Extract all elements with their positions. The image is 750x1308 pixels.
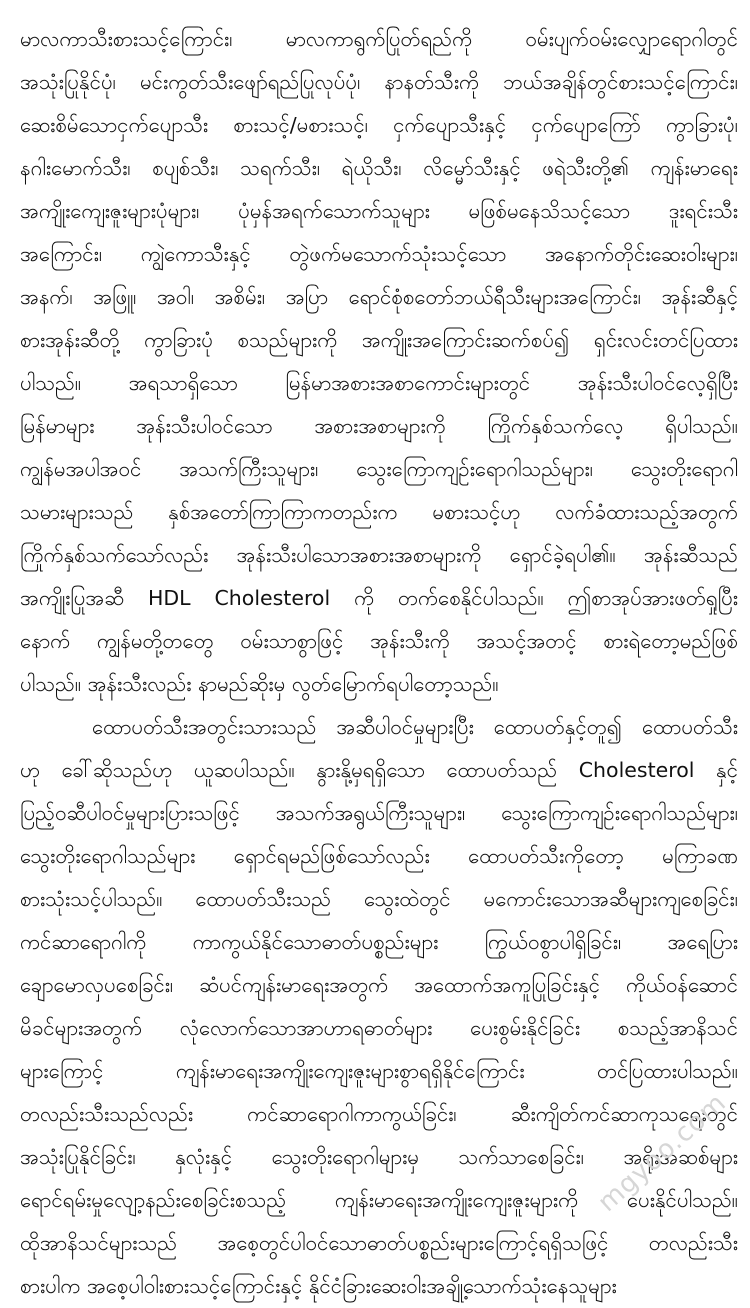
text-line: မိခင်များအတွက် လုံလောက်သောအာဟာရဓာတ်များ ပေးစွမ်းနိုင်ခြင်း စသည့်အာနိသင် xyxy=(20,1016,738,1040)
text-line: အနက်၊ အဖြူ၊ အဝါ၊ အစိမ်း၊ အပြာ ရောင်စုံစတော်ဘယ်ရီသီးများအကြောင်း၊ အုန်းဆီနှင့် xyxy=(20,285,738,309)
text-line: ပါသည်။ အရသာရှိသော မြန်မာအစားအစာကောင်းများတွင် အုန်းသီးပါဝင်လေ့ရှိပြီး xyxy=(20,371,738,395)
text-line: စားပါက အစေ့ပါဝါးစားသင့်ကြောင်းနှင့် နိုင်ငံခြားဆေးဝါးအချို့သောက်သုံးနေသူများ xyxy=(20,1274,617,1298)
text-line: မာလကာသီးစားသင့်ကြောင်း၊ မာလကာရွက်ပြုတ်ရည်ကို ဝမ်းပျက်ဝမ်းလျှောရောဂါတွင် xyxy=(20,27,738,51)
text-line: စားအုန်းဆီတို့ ကွာခြားပုံ စသည်များကို အကျိုးအကြောင်းဆက်စပ်၍ ရှင်းလင်းတင်ပြထား xyxy=(20,328,738,352)
paragraph-2 xyxy=(20,706,738,1308)
text-line: အကျိုးပြုအဆီ HDL Cholesterol ကို တက်စေနိုင်ပါသည်။ ဤစာအုပ်အားဖတ်ရှုပြီး xyxy=(20,586,738,610)
text-line: နောက် ကျွန်မတို့တတွေ ဝမ်းသာစွာဖြင့် အုန်းသီးကို အသင့်အတင့် စားရဲတော့မည်ဖြစ် xyxy=(20,629,738,653)
text-line: ရောင်ရမ်းမှုလျော့နည်းစေခြင်းစသည့် ကျန်းမာရေးအကျိုးကျေးဇူးများကို ပေးနိုင်ပါသည်။ xyxy=(20,1188,738,1212)
text-line: ဟု ခေါ်ဆိုသည်ဟု ယူဆပါသည်။ နွားနို့မှရရှိသော ထောပတ်သည် Cholesterol နှင့် xyxy=(20,758,738,782)
text-line: တလည်းသီးသည်လည်း ကင်ဆာရောဂါကာကွယ်ခြင်း၊ ဆီးကျိတ်ကင်ဆာကုသရေးတွင် xyxy=(20,1102,738,1126)
text-line: ပါသည်။ အုန်းသီးလည်း နာမည်ဆိုးမှ လွတ်မြောက်ရပါတော့သည်။ xyxy=(20,672,499,696)
text-line: ကျွန်မအပါအဝင် အသက်ကြီးသူများ၊ သွေးကြောကျဉ်းရောဂါသည်များ၊ သွေးတိုးရောဂါ xyxy=(20,457,738,481)
text-line: မြန်မာများ အုန်းသီးပါဝင်သော အစားအစာများကို ကြိုက်နှစ်သက်လေ့ ရှိပါသည်။ xyxy=(20,414,738,438)
text-line: အသုံးပြုနိုင်ခြင်း၊ နှလုံးနှင့် သွေးတိုးရောဂါများမှ သက်သာစေခြင်း၊ အရိုးအဆစ်များ xyxy=(20,1145,738,1169)
text-line: ဆေးစိမ်သောငှက်ပျောသီး စားသင့်/မစားသင့်၊ ငှက်ပျောသီးနှင့် ငှက်ပျောကြော် ကွာခြားပုံ၊ xyxy=(20,113,738,137)
text-line: အကျိုးကျေးဇူးများပုံများ၊ ပုံမှန်အရက်သောက်သူများ မဖြစ်မနေသိသင့်သော ဒူးရင်းသီး xyxy=(20,199,738,223)
text-line: ကင်ဆာရောဂါကို ကာကွယ်နိုင်သောဓာတ်ပစ္စည်းများ ကြွယ်ဝစွာပါရှိခြင်း၊ အရေပြား xyxy=(20,930,738,954)
text-line: ထောပတ်သီးအတွင်းသားသည် အဆီပါဝင်မှုများပြီး ထောပတ်နှင့်တူ၍ ထောပတ်သီး xyxy=(92,715,738,739)
text-line: အသုံးပြုနိုင်ပုံ၊ မင်းကွတ်သီးဖျော်ရည်ပြုလုပ်ပုံ၊ နာနတ်သီးကို ဘယ်အချိန်တွင်စားသင့်ကြောင်း၊ xyxy=(20,70,738,94)
text-line: နဂါးမောက်သီး၊ စပျစ်သီး၊ သရက်သီး၊ ရဲယိုသီး၊ လိမ္မော်သီးနှင့် ဖရဲသီးတို့၏ ကျန်းမာရေး xyxy=(20,156,738,180)
text-line: ကြိုက်နှစ်သက်သော်လည်း အုန်းသီးပါသောအစားအစာများကို ရှောင်ခဲ့ရပါ၏။ အုန်းဆီသည် xyxy=(20,543,738,567)
text-line: သွေးတိုးရောဂါသည်များ ရှောင်ရမည်ဖြစ်သော်လည်း ထောပတ်သီးကိုတော့ မကြာခဏ xyxy=(20,844,738,868)
text-line: များကြောင့် ကျန်းမာရေးအကျိုးကျေးဇူးများစွာရရှိနိုင်ကြောင်း တင်ပြထားပါသည်။ xyxy=(20,1059,738,1083)
watermark: mgyoo.com xyxy=(592,1087,732,1218)
paragraph-1 xyxy=(20,18,738,706)
text-line: အကြောင်း၊ ကျွဲကောသီးနှင့် တွဲဖက်မသောက်သုံးသင့်သော အနောက်တိုင်းဆေးဝါးများ၊ xyxy=(20,242,738,266)
text-line: စားသုံးသင့်ပါသည်။ ထောပတ်သီးသည် သွေးထဲတွင် မကောင်းသောအဆီများကျစေခြင်း၊ xyxy=(20,887,738,911)
text-line: သမားများသည် နှစ်အတော်ကြာကြာကတည်းက မစားသင့်ဟု လက်ခံထားသည့်အတွက် xyxy=(20,500,738,524)
text-line: ချောမောလှပစေခြင်း၊ ဆံပင်ကျန်းမာရေးအတွက် အထောက်အကူပြုခြင်းနှင့် ကိုယ်ဝန်ဆောင် xyxy=(20,973,738,997)
text-line: ပြည့်ဝဆီပါဝင်မှုများပြားသဖြင့် အသက်အရွယ်ကြီးသူများ၊ သွေးကြောကျဉ်းရောဂါသည်များ၊ xyxy=(20,801,738,825)
text-line: ထိုအာနိသင်များသည် အစေ့တွင်ပါဝင်သောဓာတ်ပစ္စည်းများကြောင့်ရရှိသဖြင့် တလည်းသီး xyxy=(20,1231,738,1255)
